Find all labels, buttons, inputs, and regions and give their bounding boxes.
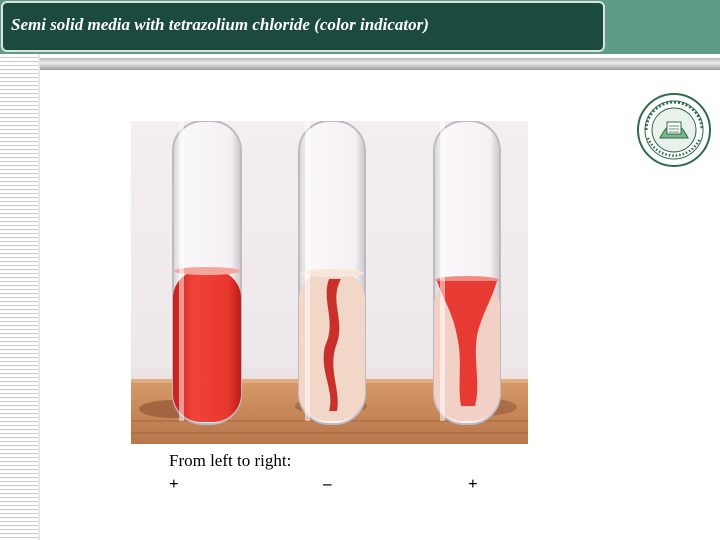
tube-positive-left: [173, 121, 241, 424]
sign-left: +: [169, 474, 179, 493]
university-seal-icon: [636, 92, 712, 168]
left-decoration-strip: [0, 54, 38, 540]
sign-right: +: [468, 474, 478, 493]
header-divider: [0, 58, 720, 70]
left-strip-edge: [38, 54, 40, 540]
slide-title: Semi solid media with tetrazolium chloride (color indicator): [11, 15, 429, 34]
title-box: [1, 1, 605, 52]
caption: From left to right:: [169, 451, 292, 470]
tube-negative-middle: [299, 121, 365, 424]
tube-positive-right: [434, 121, 500, 424]
tubes-photo: [131, 121, 528, 444]
sign-middle: –: [323, 474, 332, 493]
